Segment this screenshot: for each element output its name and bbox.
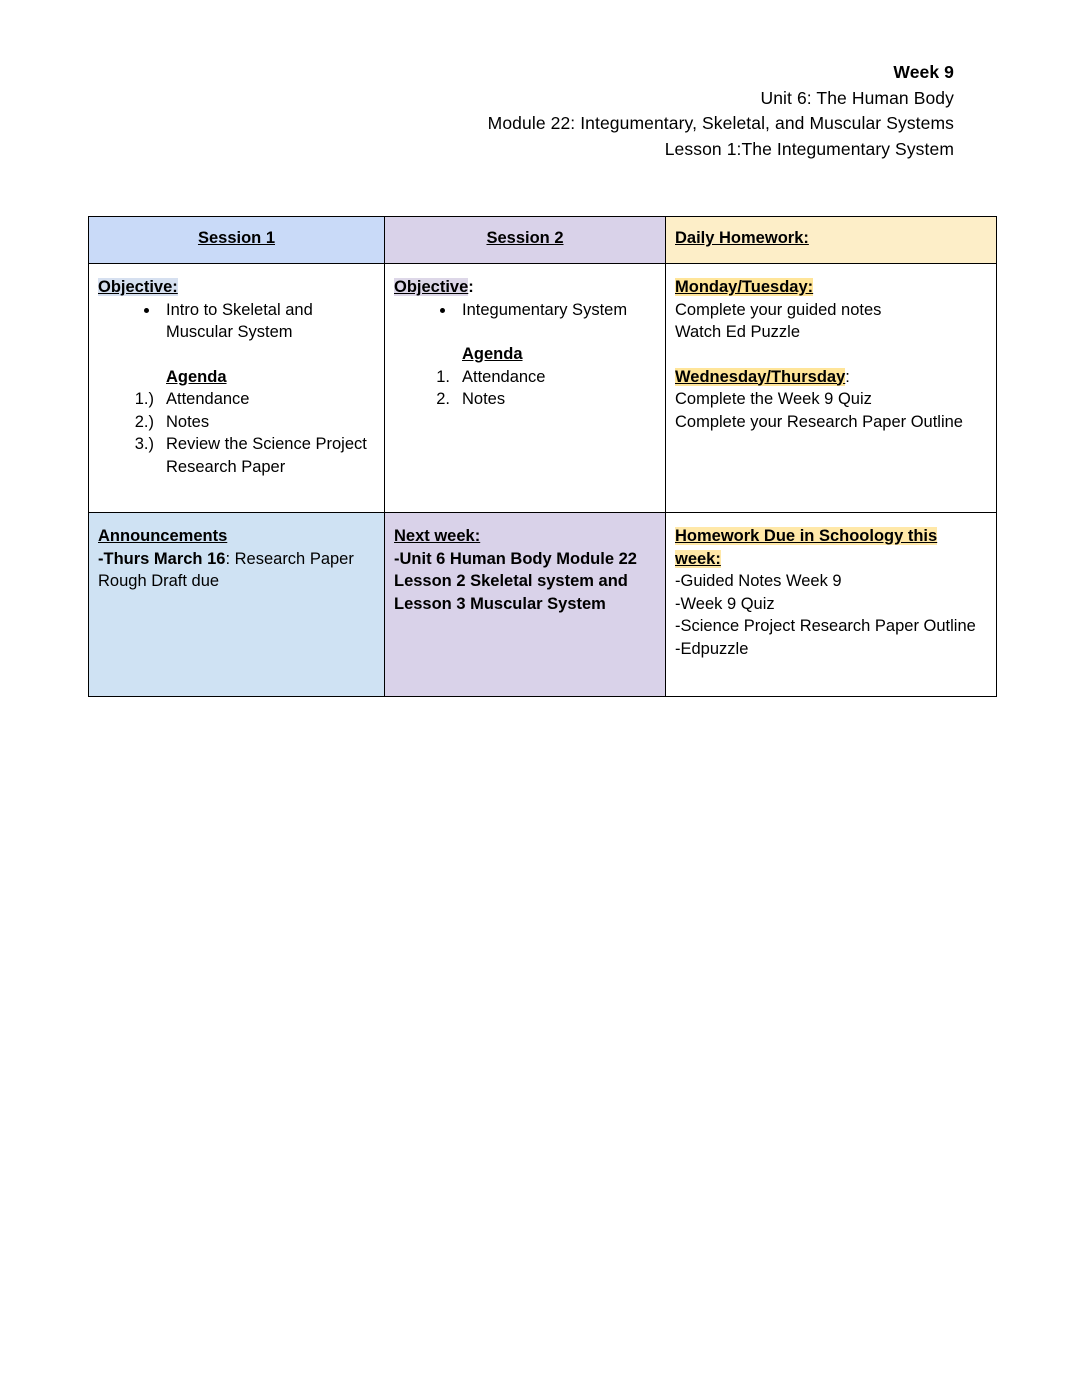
header-label-session1: Session 1 [197,229,276,247]
session1-agenda-list [98,388,374,478]
session1-spacer [98,344,374,366]
announcements-label: Announcements [98,527,228,545]
session1-agenda-heading [98,366,374,389]
homework-due-item: -Science Project Research Paper Outline [675,617,976,635]
list-text: Review the Science Project Research Paper [166,435,367,476]
session2-agenda-list [394,366,655,411]
homework-wednesday-thursday-label: Wednesday/Thursday [675,367,846,386]
homework-due-item: -Week 9 Quiz [675,594,775,613]
list-item: • Intro to Skeletal and Muscular System [160,299,374,344]
homework-wednesday-thursday-heading [675,366,986,389]
homework-monday-tuesday-item: Complete your guided notes [675,300,882,319]
list-text: Attendance [166,390,250,408]
list-item [394,388,655,411]
announcements-item [98,548,374,593]
list-marker: 2. [436,390,450,408]
header-week: Week 9 [893,62,954,82]
table-footer-row [89,513,997,697]
header-cell-session2 [385,217,666,264]
homework-spacer [675,344,986,366]
list-item [98,433,374,478]
session1-objective-list [98,299,374,344]
session2-spacer [394,321,655,343]
list-text: Notes [462,390,506,408]
cell-next-week [385,513,666,697]
list-item [394,366,655,389]
list-marker: 2.) [134,412,154,431]
header-lesson: Lesson 1:The Integumentary System [664,138,954,159]
session2-objective-heading [394,276,655,299]
header-label-daily-homework: Daily Homework: [675,229,809,247]
list-item [98,388,374,411]
homework-wednesday-thursday-colon: : [845,367,850,386]
announcements-item-text: : Research Paper Rough Draft due [98,549,354,590]
next-week-body: -Unit 6 Human Body Module 22 Lesson 2 Skeletal system and Lesson 3 Muscular System [394,549,637,613]
header-module: Module 22: Integumentary, Skeletal, and Muscular Systems [487,113,954,134]
cell-session1-content [89,264,385,513]
list-text: Attendance [462,367,546,386]
header-unit: Unit 6: The Human Body [760,87,954,108]
list-marker: 3.) [134,435,154,453]
cell-announcements [89,513,385,697]
table-content-row [89,264,997,513]
cell-daily-homework-content [666,264,997,513]
announcements-item-date: -Thurs March 16 [98,549,226,568]
list-marker: 1.) [134,390,154,408]
cell-homework-due [666,513,997,697]
header-cell-session1 [89,217,385,264]
homework-monday-tuesday-label: Monday/Tuesday: [675,278,814,296]
list-text: Notes [166,412,210,431]
document-header [88,60,954,162]
cell-session2-content [385,264,666,513]
list-marker: 1. [436,367,450,386]
session1-objective-label: Objective: [98,278,178,296]
list-item: • Integumentary System [456,299,655,322]
homework-due-item: -Guided Notes Week 9 [675,572,842,590]
homework-wednesday-thursday-item: Complete your Research Paper Outline [675,412,963,431]
table-header-row [89,217,997,264]
list-item [98,411,374,434]
session2-agenda-label: Agenda [462,345,523,363]
homework-wednesday-thursday-item: Complete the Week 9 Quiz [675,390,872,408]
session2-agenda-heading [394,343,655,366]
homework-monday-tuesday-item: Watch Ed Puzzle [675,323,801,341]
session1-objective-heading [98,276,374,299]
header-label-session2: Session 2 [486,229,564,247]
next-week-heading [394,525,655,548]
homework-due-heading [675,525,986,570]
header-cell-daily-homework [666,217,997,264]
session2-objective-colon: : [468,278,474,296]
weekly-agenda-table [88,216,997,697]
session2-objective-label: Objective [394,278,469,296]
announcements-heading [98,525,374,548]
session1-agenda-label: Agenda [166,367,227,386]
homework-due-label: Homework Due in Schoology this week: [675,527,938,568]
session2-objective-list [394,299,655,322]
homework-due-item: -Edpuzzle [675,639,749,658]
homework-monday-tuesday-heading [675,276,986,299]
next-week-label: Next week: [394,527,481,545]
